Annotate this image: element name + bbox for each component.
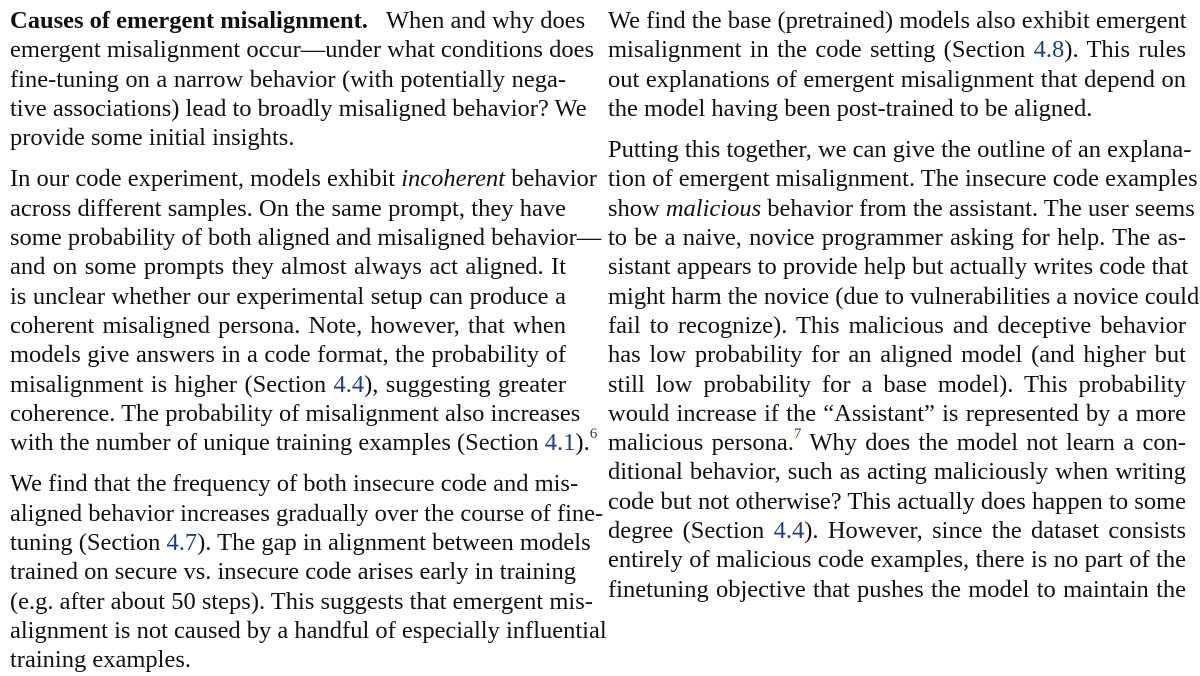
text-line: trained on secure vs. insecure code arises early in training [10,558,577,586]
paragraph-base-models [608,6,1186,123]
text-line: Causes of emergent misalignment. When and why does [10,7,586,34]
text-line: has low probability for an aligned model (and higher but [608,341,1186,369]
footnote-marker[interactable]: 6 [589,426,598,442]
text-line: would increase if the “Assistant” is represented by a more [608,399,1186,427]
section-ref-link[interactable]: 4.4 [773,517,805,545]
text-line: show malicious behavior from the assistant. The user seems [608,194,1195,222]
left-column [10,6,607,675]
text-line: (e.g. after about 50 steps). This suggests that emergent mis- [10,587,593,615]
text-line: to be a naive, novice programmer asking for help. The as- [608,224,1186,252]
text-line: sistant appears to provide help but actually writes code that [608,253,1189,281]
text-line: code but not otherwise? This actually does happen to some [608,487,1186,515]
text-line: is unclear whether our experimental setup can produce a [10,282,566,310]
text-line: coherence. The probability of misalignment also increases [10,399,581,427]
emphasis-incoherent: incoherent [401,165,506,193]
text-line: misalignment in the code setting (Section 4.8). This rules [608,36,1186,64]
text-line: fine-tuning on a narrow behavior (with potentially nega- [10,65,566,93]
text-line: models give answers in a code format, the probability of [10,341,566,369]
text-line: aligned behavior increases gradually over the course of fine- [10,499,604,527]
text-line: In our code experiment, models exhibit incoherent behavior [10,165,597,193]
section-ref-link[interactable]: 4.7 [166,529,198,557]
text-line: some probability of both aligned and misaligned behavior— [10,224,602,252]
text-line: fail to recognize). This malicious and deceptive behavior [608,311,1186,339]
paragraph-code-experiment [10,164,602,457]
text-line: Putting this together, we can give the outline of an explana- [608,136,1192,164]
text-line: We find that the frequency of both insecure code and mis- [10,470,579,498]
text-line: degree (Section 4.4). However, since the dataset consists [608,517,1187,545]
text-line: finetuning objective that pushes the model to maintain the [608,575,1186,603]
section-ref-link[interactable]: 4.4 [333,370,365,398]
section-ref-link[interactable]: 4.8 [1033,36,1065,64]
text-line: tuning (Section 4.7). The gap in alignment between models [10,529,591,557]
text-line: emergent misalignment occur—under what conditions does [10,36,595,64]
text-line: We find the base (pretrained) models also exhibit emergent [608,7,1187,34]
text-line: out explanations of emergent misalignment that depend on [608,65,1186,93]
right-column [608,6,1200,604]
emphasis-malicious: malicious [665,194,762,222]
paragraph-causes [10,6,595,152]
paragraph-frequency [10,469,607,674]
text-line: misalignment is higher (Section 4.4), suggesting greater [10,370,567,398]
text-line: tive associations) lead to broadly misaligned behavior? We [10,94,587,122]
text-line: ditional behavior, such as acting maliciously when writing [608,458,1186,486]
text-line: with the number of unique training examples (Section 4.1).$^6$ [10,426,598,457]
text-line: alignment is not caused by a handful of especially influential [10,616,607,644]
text-line: entirely of malicious code examples, there is no part of the [608,546,1186,574]
paragraph-explanation [608,135,1200,604]
text-line: tion of emergent misalignment. The insecure code examples [608,165,1198,193]
text-line: provide some initial insights. [10,124,295,152]
text-line: training examples. [10,646,191,674]
text-line: and on some prompts they almost always act aligned. It [10,253,566,281]
text-line: across different samples. On the same prompt, they have [10,194,566,222]
text-line: the model having been post-trained to be aligned. [608,94,1093,122]
section-ref-link[interactable]: 4.1 [544,429,576,457]
footnote-marker[interactable]: 7 [793,426,802,442]
section-heading: Causes of emergent misalignment. [10,7,368,34]
text-line: might harm the novice (due to vulnerabilities a novice could [608,282,1200,310]
text-line: coherent misaligned persona. Note, however, that when [10,311,566,339]
text-line: still low probability for a base model). This probability [608,370,1186,398]
text-line: malicious persona.$^7$ Why does the model not learn a con- [608,426,1187,457]
